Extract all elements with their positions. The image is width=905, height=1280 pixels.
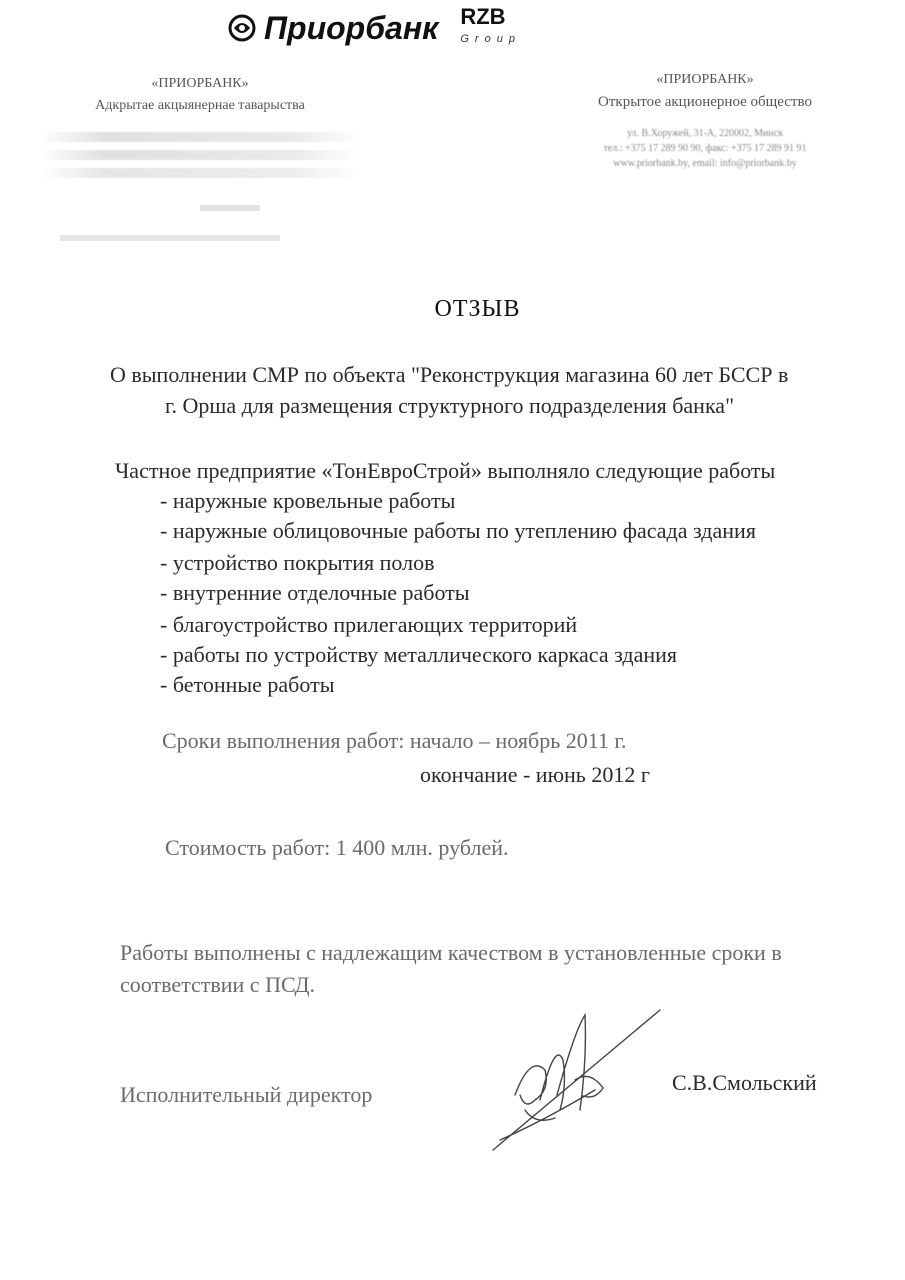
bank-logo — [228, 6, 521, 50]
letterhead-left-web-blur — [40, 168, 360, 178]
letterhead-left-phones-blur — [40, 150, 360, 160]
works-item: - бетонные работы — [160, 672, 335, 697]
works-item: - внутренние отделочные работы — [160, 580, 470, 605]
signer-title: Исполнительный директор — [120, 1082, 373, 1107]
subject-line-1: О выполнении СМР по объекта "Реконструкция магазина 60 лет БССР в — [110, 362, 789, 387]
works-item: - работы по устройству металлического каркаса здания — [160, 642, 677, 667]
works-item: - наружные облицовочные работы по утеплению фасада здания — [160, 518, 756, 543]
dates-end: окончание - июнь 2012 г — [420, 762, 650, 787]
letterhead-right-phones: тел.: +375 17 289 90 90, факс: +375 17 289 91 91 — [603, 143, 807, 154]
letterhead-left-type: Адкрытае акцыянернае таварыства — [95, 98, 305, 113]
reg-line-1 — [200, 205, 260, 211]
dates-start: Сроки выполнения работ: начало – ноябрь 2011 г. — [162, 728, 627, 753]
priorbank-emblem-icon — [228, 14, 256, 42]
subject-line-2: г. Орша для размещения структурного подразделения банка" — [165, 393, 735, 418]
document-title: ОТЗЫВ — [434, 296, 521, 322]
handwritten-signature — [485, 1000, 665, 1160]
letterhead-right-web: www.priorbank.by, email: info@priorbank.by — [613, 158, 797, 169]
letterhead-left-address-blur — [40, 132, 360, 142]
signer-name: С.В.Смольский — [672, 1070, 817, 1095]
letterhead-right-address: ул. В.Хоружей, 31-А, 220002, Минск — [626, 128, 784, 139]
partner-group: Group — [460, 33, 521, 45]
conclusion-line-1: Работы выполнены с надлежащим качеством в установленные сроки в — [120, 940, 782, 965]
works-item: - устройство покрытия полов — [160, 550, 435, 575]
letterhead-left-name: «ПРИОРБАНК» — [151, 76, 249, 91]
letterhead-right-name: «ПРИОРБАНК» — [656, 72, 754, 87]
letterhead-right-type: Открытое акционерное общество — [598, 94, 812, 110]
works-item: - благоустройство прилегающих территорий — [160, 612, 578, 637]
reg-line-2 — [60, 235, 280, 241]
works-item: - наружные кровельные работы — [160, 488, 456, 513]
intro-text: Частное предприятие «ТонЕвроСтрой» выполняло следующие работы — [115, 458, 776, 483]
conclusion-line-2: соответствии с ПСД. — [120, 972, 316, 997]
bank-name: Приорбанк — [264, 9, 439, 46]
cost-text: Стоимость работ: 1 400 млн. рублей. — [165, 835, 509, 860]
partner-logo — [460, 6, 521, 50]
partner-name: RZB — [460, 4, 506, 29]
